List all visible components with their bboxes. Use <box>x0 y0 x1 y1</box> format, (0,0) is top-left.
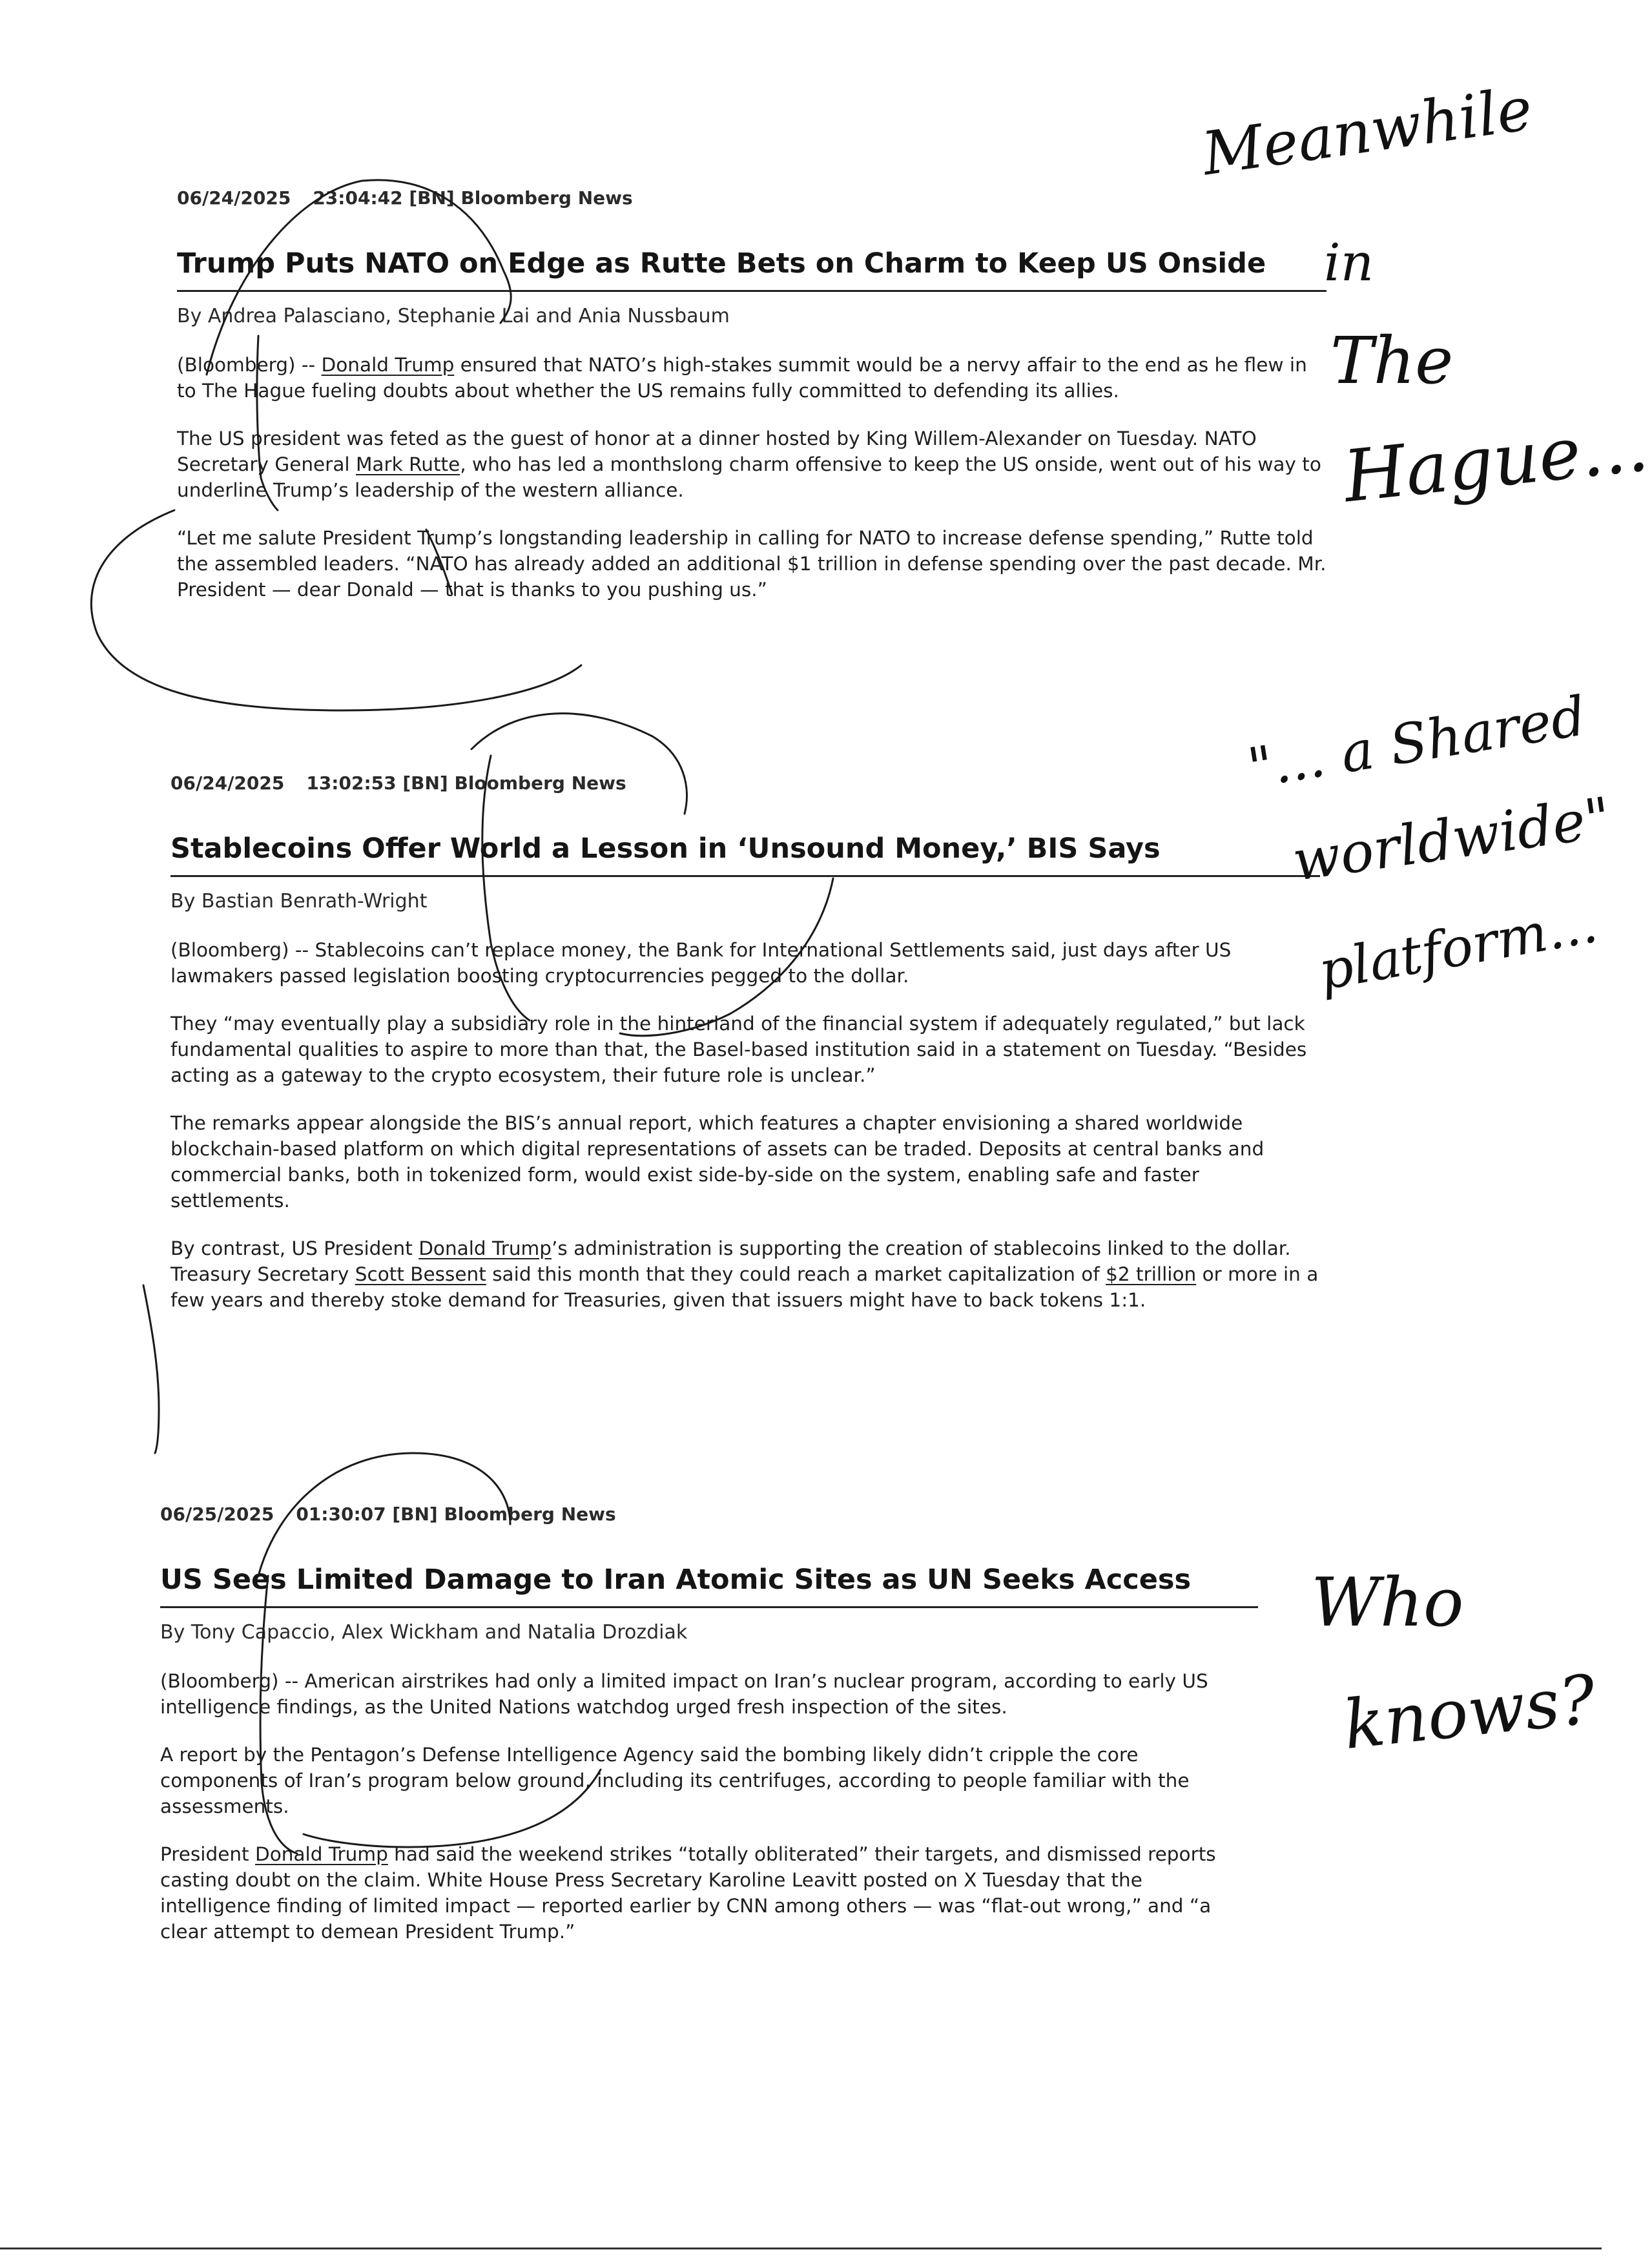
linked-name[interactable]: $2 trillion <box>1106 1263 1197 1285</box>
article-2 <box>170 772 1320 1335</box>
linked-name[interactable]: Donald Trump <box>418 1237 552 1259</box>
linked-name[interactable]: Donald Trump <box>321 354 455 376</box>
article-meta <box>160 1504 1258 1525</box>
handwritten-note-hague: Hague... <box>1339 404 1652 519</box>
article-body <box>170 937 1320 1313</box>
article-1 <box>177 187 1327 625</box>
article-time-source: 13:02:53 [BN] Bloomberg News <box>306 772 626 794</box>
handwritten-note-the: The <box>1330 323 1454 398</box>
linked-name[interactable]: Donald Trump <box>254 1843 388 1865</box>
article-time-source: 23:04:42 [BN] Bloomberg News <box>313 187 633 209</box>
article-paragraph: (Bloomberg) -- Stablecoins can’t replace money, the Bank for International Settlements said, just days after US lawmakers passed legislation boosting cryptocurrencies pegged to the dollar. <box>170 939 1232 987</box>
article-meta <box>170 772 1320 794</box>
article-paragraph: The US president was feted as the guest of honor at a dinner hosted by King Willem-Alexander on Tuesday. NATO Secretary General Mark Rutte, who has led a monthslong charm offensive to keep the US onside, went out of his way to underline Trump’s leadership of the western alliance. <box>177 428 1321 501</box>
article-date: 06/24/2025 <box>170 772 285 794</box>
handwritten-note-knows: knows? <box>1339 1659 1600 1765</box>
article-paragraph: (Bloomberg) -- Donald Trump ensured that NATO’s high-stakes summit would be a nervy affair to the end as he flew in to The Hague fueling doubts about whether the US remains fully committed to defending its allies. <box>177 354 1307 402</box>
headline-rule <box>160 1606 1258 1608</box>
article-byline: By Andrea Palasciano, Stephanie Lai and Ania Nussbaum <box>177 305 730 327</box>
article-time-source: 01:30:07 [BN] Bloomberg News <box>296 1504 616 1525</box>
article-headline: Trump Puts NATO on Edge as Rutte Bets on Charm to Keep US Onside <box>177 247 1266 280</box>
article-headline: US Sees Limited Damage to Iran Atomic Sites as UN Seeks Access <box>160 1564 1192 1596</box>
article-paragraph: President Donald Trump had said the weekend strikes “totally obliterated” their targets, and dismissed reports casting doubt on the claim. White House Press Secretary Karoline Leavitt posted on X Tuesday that the intelligence finding of limited impact — reported earlier by CNN among others — was “flat-out wrong,” and “a clear attempt to demean President Trump.” <box>160 1843 1216 1943</box>
handwritten-note-who: Who <box>1311 1563 1464 1642</box>
handwritten-note-worldwide: worldwide" <box>1288 785 1615 894</box>
pen-bracket-article2-left <box>143 1285 159 1453</box>
article-date: 06/25/2025 <box>160 1504 274 1525</box>
article-headline: Stablecoins Offer World a Lesson in ‘Unsound Money,’ BIS Says <box>170 832 1161 865</box>
article-date: 06/24/2025 <box>177 187 291 209</box>
headline-rule <box>177 290 1327 292</box>
article-paragraph: By contrast, US President Donald Trump’s administration is supporting the creation of stablecoins linked to the dollar. Treasury Secretary Scott Bessent said this month that they could reach a market capitalization of $2 trillion or more in a few years and thereby stoke demand for Treasuries, given that issuers might have to back tokens 1:1. <box>170 1237 1319 1311</box>
article-meta <box>177 187 1327 209</box>
linked-name[interactable]: Mark Rutte <box>355 453 460 475</box>
handwritten-note-shared: "... a Shared <box>1243 684 1591 800</box>
article-paragraph: A report by the Pentagon’s Defense Intelligence Agency said the bombing likely didn’t cripple the core components of Iran’s program below ground, including its centrifuges, according to people familiar with the assessments. <box>160 1744 1190 1817</box>
article-paragraph: “Let me salute President Trump’s longstanding leadership in calling for NATO to increase defense spending,” Rutte told the assembled leaders. “NATO has already added an additional $1 trillion in defense spending over the past decade. Mr. President — dear Donald — that is thanks to you pushing us.” <box>177 527 1327 601</box>
article-paragraph: (Bloomberg) -- American airstrikes had only a limited impact on Iran’s nuclear program, according to early US intelligence findings, as the United Nations watchdog urged fresh inspection of the sites. <box>160 1670 1208 1718</box>
article-paragraph: They “may eventually play a subsidiary role in the hinterland of the financial system if adequately regulated,” but lack fundamental qualities to aspire to more than that, the Basel-based institution said in a statement on Tuesday. “Besides acting as a gateway to the crypto ecosystem, their future role is unclear.” <box>170 1013 1307 1086</box>
article-body <box>160 1668 1258 1945</box>
page-bottom-rule <box>0 2248 1602 2249</box>
handwritten-note-in: in <box>1324 232 1374 293</box>
article-byline: By Tony Capaccio, Alex Wickham and Natalia Drozdiak <box>160 1621 688 1644</box>
article-body <box>177 352 1327 603</box>
article-paragraph: The remarks appear alongside the BIS’s annual report, which features a chapter envisioning a shared worldwide blockchain-based platform on which digital representations of assets can be traded. Deposits at central banks and commercial banks, both in tokenized form, would exist side-by-side on the system, enabling safe and faster settlements. <box>170 1112 1265 1212</box>
handwritten-note-meanwhile: Meanwhile <box>1198 74 1536 189</box>
handwritten-note-platform: platform... <box>1314 893 1602 1003</box>
article-3 <box>160 1504 1258 1967</box>
linked-name[interactable]: Scott Bessent <box>355 1263 486 1285</box>
headline-rule <box>170 875 1320 877</box>
article-byline: By Bastian Benrath-Wright <box>170 890 428 913</box>
